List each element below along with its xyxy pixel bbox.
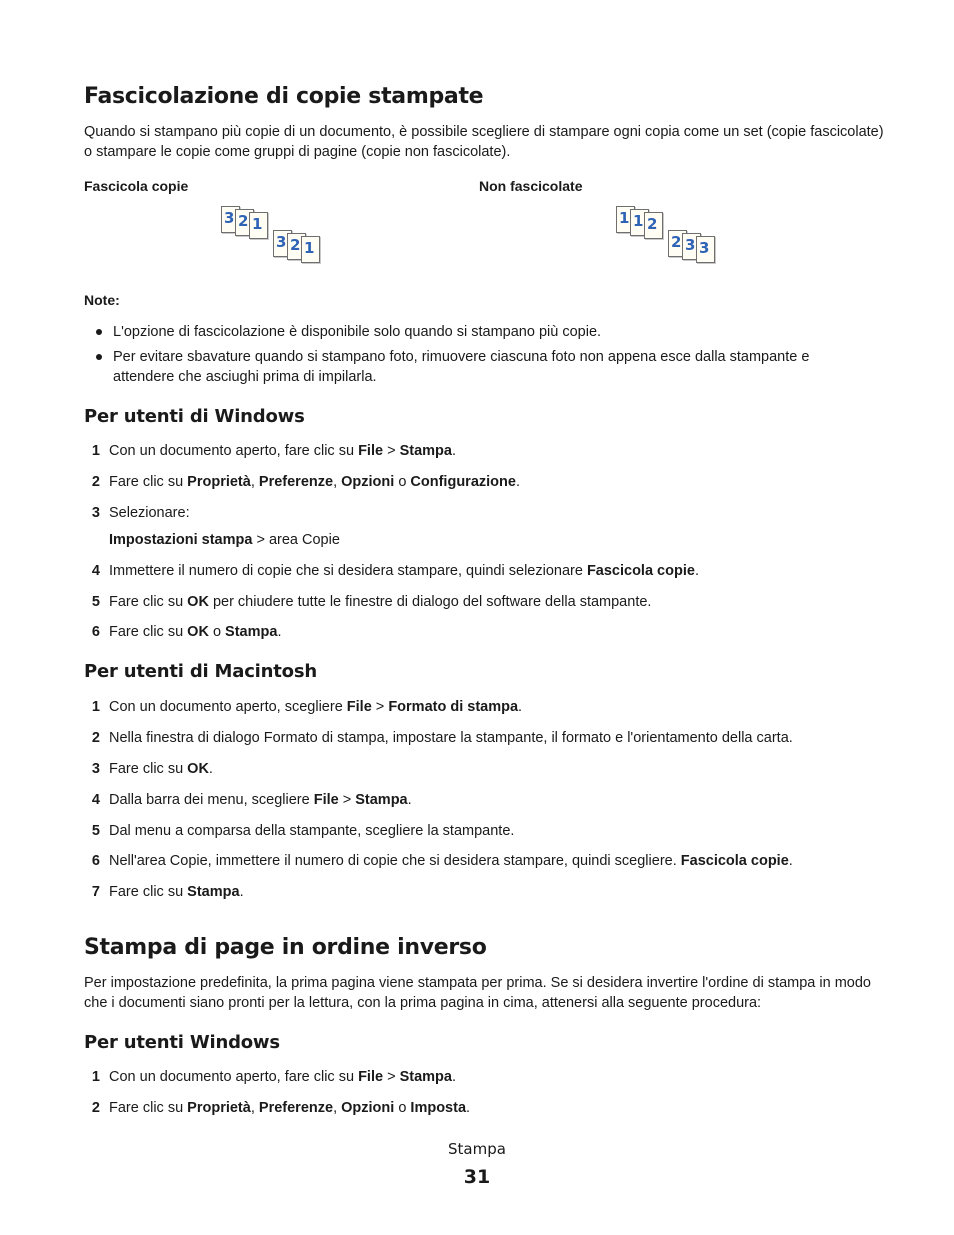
step-emphasis: Preferenze [258,474,334,490]
step-emphasis: Stampa [187,884,240,900]
step-number: 2 [91,1100,100,1116]
step-fragment: . [277,624,282,640]
step-fragment: o [394,1100,411,1116]
step-number: 2 [91,474,100,490]
step-fragment: per chiudere tutte le finestre di dialogo del software della stampante. [208,594,652,610]
step-emphasis: Proprietà [187,1100,251,1116]
step-text [109,1098,878,1118]
step-text [109,821,878,841]
step-number: 2 [91,730,100,746]
step-fragment: . [407,792,412,808]
step-number: 4 [91,792,100,808]
step-item [88,503,878,523]
step-item [88,1067,878,1087]
step-item [88,697,878,717]
step-fragment: > [338,792,356,808]
sheet-number: 1 [252,215,263,233]
step-emphasis: Opzioni [341,1100,395,1116]
step-fragment: , [250,1100,259,1116]
sheet-number: 2 [290,236,301,254]
step-emphasis: Stampa [225,624,278,640]
section-title-reverse-order: Stampa di page in ordine inverso [84,935,487,960]
step-fragment: > [371,699,389,715]
step-fragment: . [788,853,793,869]
step-item [88,821,878,841]
step-number: 5 [91,594,100,610]
step-emphasis: Preferenze [258,1100,334,1116]
step-item [88,622,878,642]
step-fragment: , [333,1100,342,1116]
uncollated-label: Non fascicolate [479,178,583,194]
step-fragment: . [451,1069,456,1085]
step-fragment: Fare clic su [109,884,188,900]
step-text [109,561,878,581]
step-fragment: Fare clic su [109,1100,188,1116]
sheet-number: 1 [304,239,315,257]
step-text [109,503,878,523]
section-title-collation: Fascicolazione di copie stampate [84,84,484,109]
step-item [88,882,878,902]
step-emphasis: File [346,699,372,715]
step-item [88,851,878,871]
note-item [96,347,866,387]
windows-heading: Per utenti di Windows [84,406,305,427]
step-fragment: . [694,563,699,579]
step-fragment: > [383,1069,400,1085]
step-emphasis: File [358,1069,384,1085]
step-number: 6 [91,853,100,869]
step-number: 4 [91,563,100,579]
bullet-icon [96,329,102,335]
step-fragment: > area Copie [252,532,340,548]
step-fragment: Fare clic su [109,474,188,490]
step-fragment: Immettere il numero di copie che si desidera stampare, quindi selezionare [109,563,587,579]
step-text [109,728,878,748]
notes-label: Note: [84,292,120,308]
step-fragment: Dal menu a comparsa della stampante, scegliere la stampante. [109,823,515,839]
reverse-order-intro: Per impostazione predefinita, la prima pagina viene stampata per prima. Se si desidera invertire l'ordine di stampa in modo che i documenti siano pronti per la lettura, con la prima pagina in cima, attenersi alla seguente procedura: [84,975,871,1011]
sheet-number: 3 [224,209,235,227]
step-fragment: , [333,474,342,490]
step-item [88,759,878,779]
step-emphasis: Opzioni [341,474,395,490]
step-fragment: Selezionare: [109,505,190,521]
step-text [109,697,878,717]
collation-intro: Quando si stampano più copie di un documento, è possibile scegliere di stampare ogni copia come un set (copie fascicolate) o stampare le copie come gruppi di pagine (copie non fascicolate). [84,124,884,160]
step-emphasis: Stampa [399,1069,452,1085]
step-item [88,472,878,492]
bullet-icon [96,354,102,360]
step-text [109,622,878,642]
step-fragment: o [394,474,411,490]
step-text [109,759,878,779]
sheet-number: 3 [276,233,287,251]
step-text [109,882,878,902]
step-fragment: Con un documento aperto, fare clic su [109,1069,359,1085]
page-sheet-icon [644,212,663,239]
step-number: 7 [91,884,100,900]
page-sheet-icon [249,212,268,239]
step-emphasis: Fascicola copie [586,563,695,579]
windows-reverse-heading: Per utenti Windows [84,1032,280,1053]
page-number: 31 [463,1166,491,1188]
sheet-number: 3 [685,236,696,254]
sheet-number: 2 [671,233,682,251]
step-emphasis: Proprietà [187,474,251,490]
step-fragment: . [466,1100,471,1116]
step-text [109,851,878,871]
step-text [109,592,878,612]
step-emphasis: OK [187,594,209,610]
step-number: 3 [91,761,100,777]
step-emphasis: Configurazione [410,474,516,490]
note-text: Per evitare sbavature quando si stampano foto, rimuovere ciascuna foto non appena esce dalla stampante e attendere che asciughi prima di impilarla. [113,349,810,385]
sheet-number: 3 [699,239,710,257]
step-text [109,790,878,810]
step-number: 6 [91,624,100,640]
sheet-number: 1 [619,209,630,227]
step-emphasis: OK [187,761,209,777]
step-text [109,1067,878,1087]
step-fragment: Con un documento aperto, fare clic su [109,443,359,459]
note-item [96,322,866,342]
step-emphasis: Imposta [410,1100,467,1116]
sheet-number: 1 [633,212,644,230]
step-fragment: Nella finestra di dialogo Formato di stampa, impostare la stampante, il formato e l'orientamento della carta. [109,730,793,746]
page-sheet-icon [301,236,320,263]
step-item [88,441,878,461]
collated-label: Fascicola copie [84,178,189,194]
step-fragment: o [208,624,226,640]
step-text [109,530,878,550]
step-item [88,561,878,581]
step-fragment: . [518,699,523,715]
step-fragment: . [515,474,520,490]
step-fragment: . [451,443,456,459]
step-fragment: , [250,474,259,490]
step-emphasis: Stampa [355,792,408,808]
step-emphasis: Formato di stampa [388,699,519,715]
step-emphasis: OK [187,624,209,640]
step-fragment: Fare clic su [109,761,188,777]
step-emphasis: File [358,443,384,459]
step-fragment: Con un documento aperto, scegliere [109,699,347,715]
step-fragment: . [208,761,213,777]
step-number: 5 [91,823,100,839]
footer-section-name: Stampa [448,1140,506,1158]
sheet-number: 2 [238,212,249,230]
step-text [109,441,878,461]
page-sheet-icon [696,236,715,263]
note-text: L'opzione di fascicolazione è disponibile solo quando si stampano più copie. [113,324,602,340]
step-item [88,592,878,612]
step-number: 3 [91,505,100,521]
step-text [109,472,878,492]
step-fragment: Dalla barra dei menu, scegliere [109,792,314,808]
step-item [88,728,878,748]
step-emphasis: File [313,792,339,808]
step-fragment: > [383,443,400,459]
step-emphasis: Fascicola copie [680,853,789,869]
step-fragment: Fare clic su [109,594,188,610]
step-fragment: Fare clic su [109,624,188,640]
step-number: 1 [91,443,100,459]
step-item [88,530,878,550]
step-fragment: . [239,884,244,900]
step-item [88,1098,878,1118]
step-emphasis: Impostazioni stampa [109,532,253,548]
step-fragment: Nell'area Copie, immettere il numero di copie che si desidera stampare, quindi scegliere. [109,853,681,869]
step-number: 1 [91,699,100,715]
step-number: 1 [91,1069,100,1085]
sheet-number: 2 [647,215,658,233]
mac-heading: Per utenti di Macintosh [84,661,317,682]
step-item [88,790,878,810]
step-emphasis: Stampa [399,443,452,459]
